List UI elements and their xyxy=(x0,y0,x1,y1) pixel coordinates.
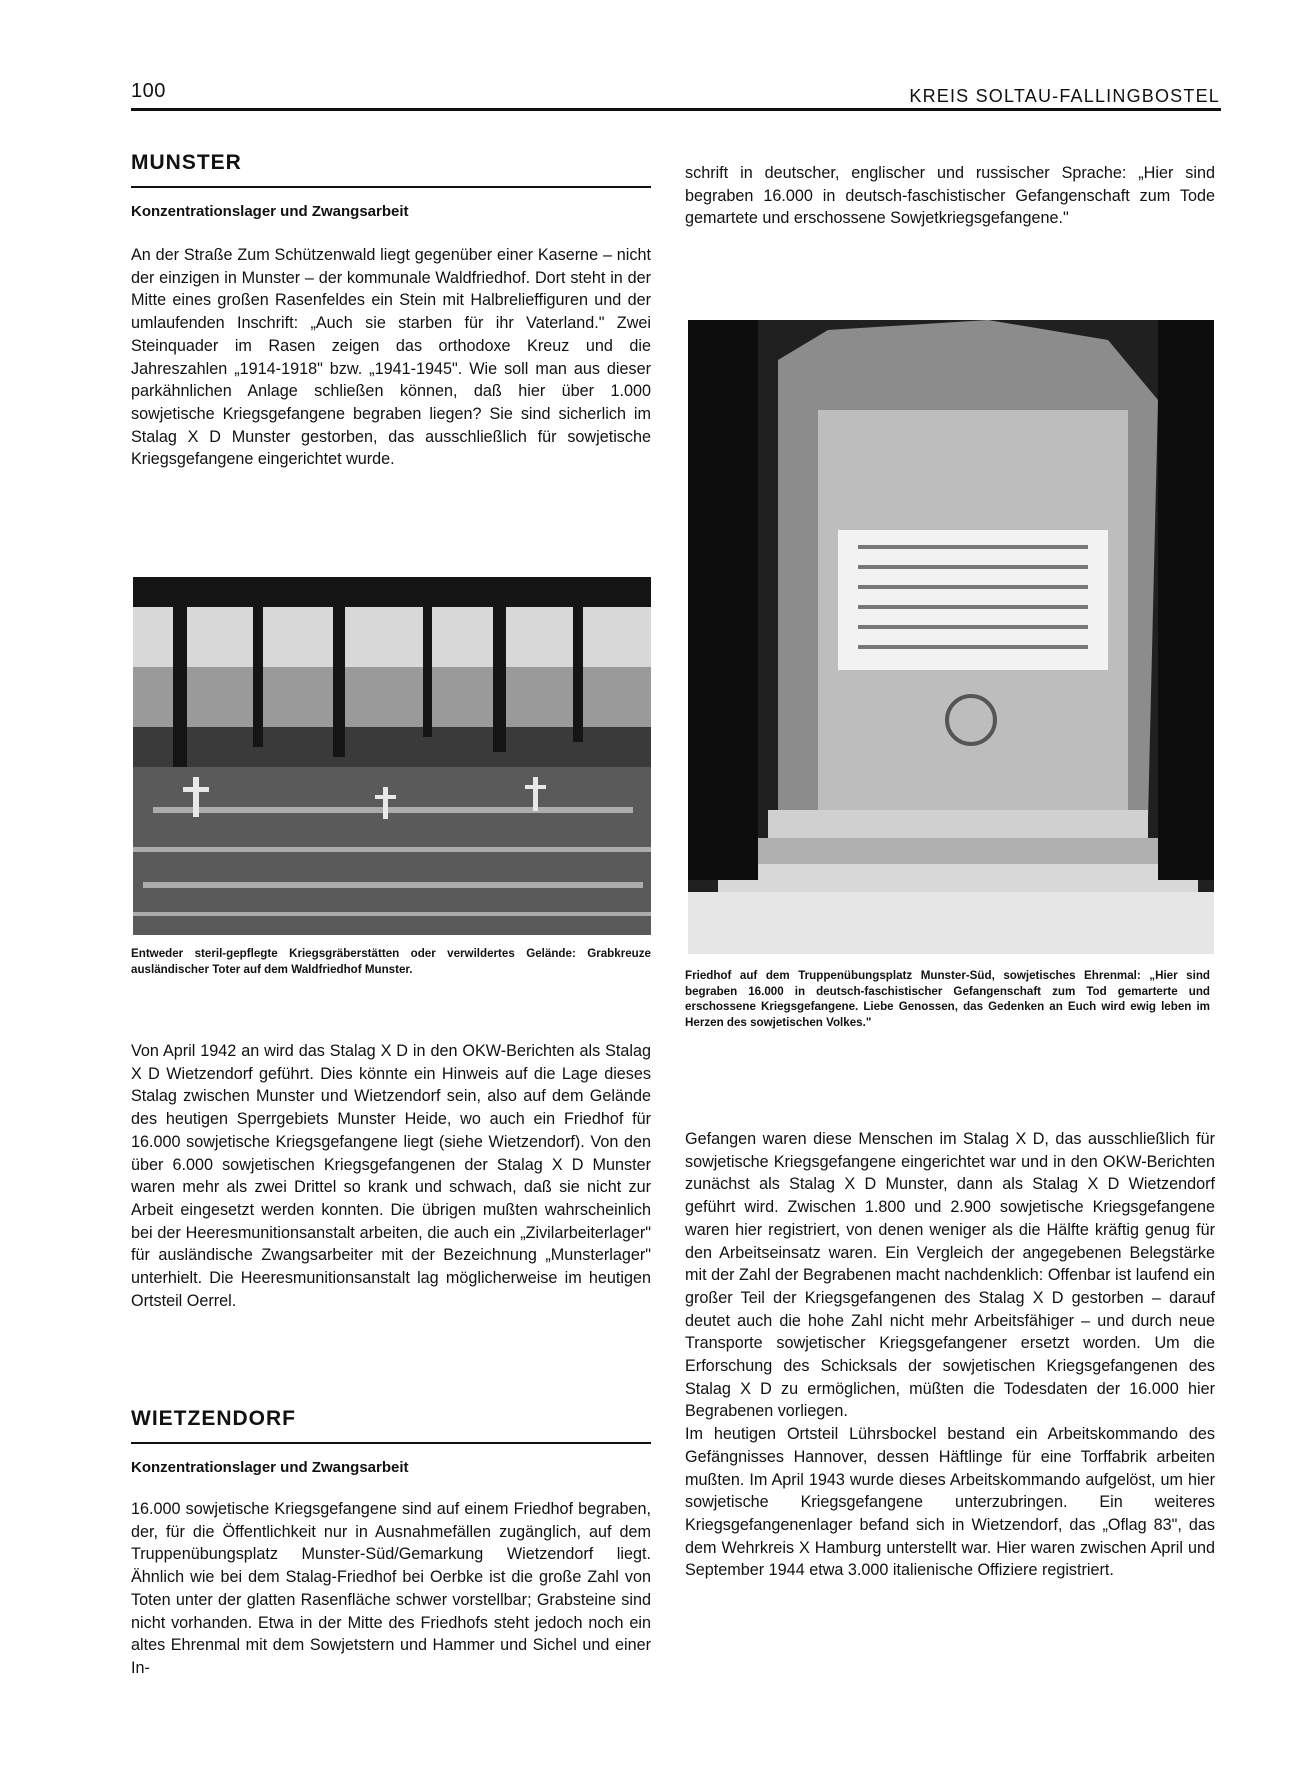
header-rule xyxy=(131,108,1221,111)
munster-paragraph-1: An der Straße Zum Schützenwald liegt gegenüber einer Kaserne – nicht der einzigen in Munster – der kommunale Waldfriedhof. Dort steht in der Mitte eines großen Rasenfeldes ein Stein mit Halbrelieffiguren und der umlaufenden Inschrift: „Auch sie starben für ihr Vaterland." Zwei Steinquader im Rasen zeigen das orthodoxe Kreuz und die Jahreszahlen „1914-1918" bzw. „1941-1945". Wie soll man aus dieser parkähnlichen Anlage schließen können, daß hier über 1.000 sowjetische Kriegsgefangene begraben liegen? Sie sind sicherlich im Stalag X D Munster gestorben, das ausschließlich für sowjetische Kriegsgefangene eingerichtet wurde. xyxy=(131,246,651,469)
wietzendorf-paragraph-3: Im heutigen Ortsteil Lührsbockel bestand ein Arbeitskommando des Gefängnisses Hannover, dessen Häftlinge für eine Torffabrik arbeiten mußten. Im April 1943 wurde dieses Arbeitskommando aufgelöst, um hier sowjetische Kriegsgefangene unterzubringen. Ein weiteres Kriegsgefangenenlager befand sich in Wietzendorf, das „Oflag 83", das dem Wehrkreis X Hamburg unterstellt war. Hier waren zwischen April und September 1944 etwa 3.000 italienische Offiziere registriert. xyxy=(685,1425,1215,1580)
page-number: 100 xyxy=(131,80,166,102)
photo-caption-memorial: Friedhof auf dem Truppenübungsplatz Munster-Süd, sowjetisches Ehrenmal: „Hier sind begraben 16.000 in deutsch-faschistischer Gefangenschaft zum Tod gemarterte und erschossene Kriegsgefangene. Liebe Genossen, das Gedenken an Euch wird ewig leben im Herzen des sowjetischen Volkes." xyxy=(685,969,1210,1029)
wietzendorf-section xyxy=(131,1406,661,1680)
section-rule xyxy=(131,1442,651,1444)
wietzendorf-paragraph-2: Gefangen waren diese Menschen im Stalag X D, das ausschließlich für sowjetische Kriegsgefangene eingerichtet war und in den OKW-Berichten zunächst als Stalag X D Munster, dann als Stalag X D Wietzendorf geführt wird. Zwischen 1.800 und 2.900 sowjetische Kriegsgefangene waren hier registriert, von denen weniger als die Hälfte kräftig genug für den Arbeitseinsatz waren. Ein Vergleich der angegebenen Belegstärke mit der Zahl der Begrabenen macht nachdenklich: Offenbar ist laufend ein großer Teil der Kriegsgefangenen des Stalag X D gestorben – darauf deutet auch die hohe Zahl nicht mehr Arbeitsfähiger – und durch neue Transporte sowjetischer Kriegsgefangener ersetzt worden. Um die Erforschung des Schicksals der sowjetischen Kriegsgefangenen des Stalag X D zu ermöglichen, müßten die Todesdaten der 16.000 hier Begrabenen vorliegen. xyxy=(685,1130,1215,1421)
section-rule xyxy=(131,186,651,188)
wietzendorf-continued xyxy=(685,1128,1221,1582)
photo-soviet-memorial xyxy=(688,320,1214,954)
munster-paragraph-2: Von April 1942 an wird das Stalag X D in den OKW-Berichten als Stalag X D Wietzendorf geführt. Dies könnte ein Hinweis auf die Lage dieses Stalag zwischen Munster und Wietzendorf sein, also auf dem Gelände des heutigen Sperrgebiets Munster Heide, wo auch ein Friedhof für 16.000 sowjetische Kriegsgefangene liegt (siehe Wietzendorf). Von den über 6.000 sowjetischen Kriegsgefangenen der Stalag X D Munster waren mehr als zwei Drittel so krank und schwach, daß sie nicht zur Arbeit eingesetzt werden konnten. Die übrigen mußten wahrscheinlich bei der Heeresmunitionsanstalt arbeiten, die auch ein „Zivilarbeiterlager" für ausländische Zwangsarbeiter mit der Bezeichnung „Munsterlager" unterhielt. Die Heeresmunitionsanstalt lag möglicherweise im heutigen Ortsteil Oerrel. xyxy=(131,1042,651,1310)
graves-caption-block xyxy=(131,946,661,977)
photo-caption-graves: Entweder steril-gepflegte Kriegsgräberstätten oder verwildertes Gelände: Grabkreuze ausländischer Toter auf dem Waldfriedhof Munster. xyxy=(131,947,651,976)
photo-waldfriedhof-graves xyxy=(133,577,651,935)
wietzendorf-paragraph-1-continued: schrift in deutscher, englischer und russischer Sprache: „Hier sind begraben 16.000 in deutsch-faschistischer Gefangenschaft zum Tode gemartete und erschossene Sowjetkriegsgefangene." xyxy=(685,164,1215,228)
running-title: KREIS SOLTAU-FALLINGBOSTEL xyxy=(909,86,1220,106)
subtitle-wietzendorf: Konzentrationslager und Zwangsarbeit xyxy=(131,1459,409,1476)
memorial-caption-block xyxy=(685,968,1221,1030)
wietzendorf-paragraph-1: 16.000 sowjetische Kriegsgefangene sind auf einem Friedhof begraben, der, für die Öffentlichkeit nur in Ausnahmefällen zugänglich, auf dem Truppenübungsplatz Munster-Süd/Gemarkung Wietzendorf liegt. Ähnlich wie bei dem Stalag-Friedhof bei Oerbke ist die große Zahl von Toten unter der glatten Rasenfläche schwer vorstellbar; Grabsteine sind nicht vorhanden. Etwa in der Mitte des Friedhofs steht jedoch noch ein altes Ehrenmal mit dem Sowjetstern und Hammer und Sichel und einer In- xyxy=(131,1500,651,1677)
wietzendorf-inscription-continuation xyxy=(685,162,1221,230)
munster-section xyxy=(131,150,661,471)
subtitle-munster: Konzentrationslager und Zwangsarbeit xyxy=(131,203,409,220)
section-title-wietzendorf: WIETZENDORF xyxy=(131,1407,296,1430)
section-title-munster: MUNSTER xyxy=(131,151,242,174)
munster-continued xyxy=(131,1040,661,1312)
